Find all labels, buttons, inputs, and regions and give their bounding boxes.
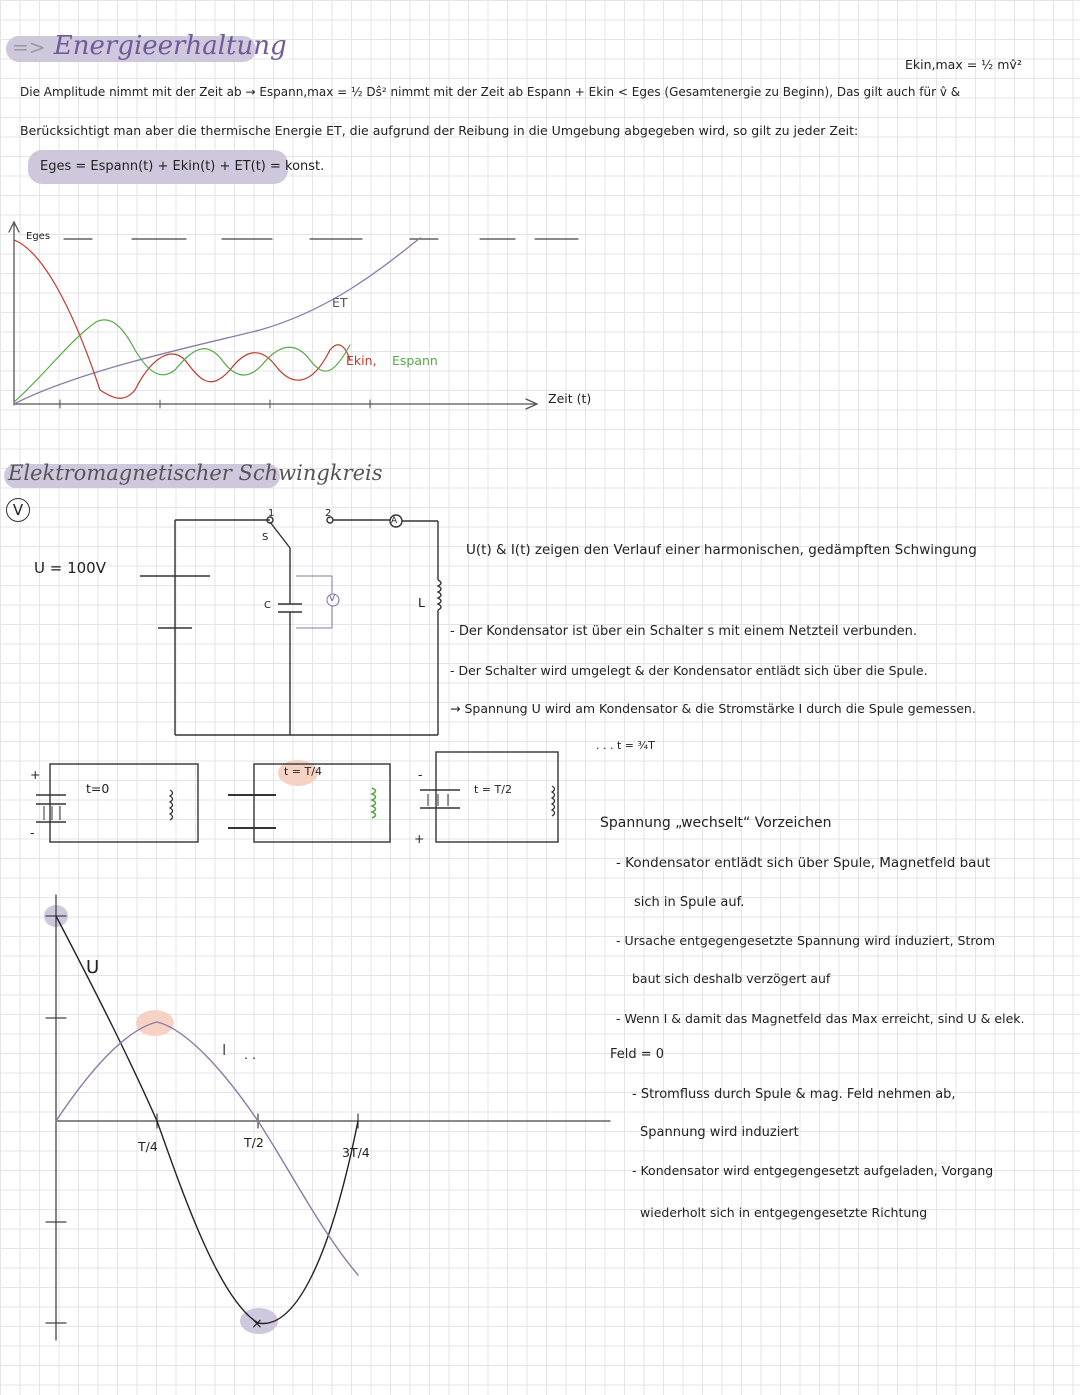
ekin-curve — [14, 240, 350, 398]
notes-item-4: baut sich deshalb verzögert auf — [632, 971, 831, 986]
circuit-title: Elektromagnetischer Schwingkreis — [8, 461, 383, 485]
switch-lever — [270, 522, 290, 548]
state-t2-label: t = T/2 — [474, 783, 512, 796]
oscillation-note: U(t) & I(t) zeigen den Verlauf einer harmonischen, gedämpften Schwingung — [466, 542, 977, 558]
energy-conservation-formula: Eges = Espann(t) + Ekin(t) + ET(t) = konst. — [40, 159, 325, 174]
notes-heading: Spannung „wechselt“ Vorzeichen — [600, 815, 832, 831]
minus-sign-1: - — [30, 825, 35, 840]
u-curve-label: U — [86, 957, 100, 978]
state-1-coil — [170, 790, 173, 820]
notes-item-9: - Kondensator wird entgegengesetzt aufgeladen, Vorgang — [632, 1163, 994, 1178]
ammeter — [390, 515, 402, 527]
et-label: ET — [332, 295, 348, 310]
voltmeter-label: V — [329, 594, 336, 604]
note-bullet-2: - Der Schalter wird umgelegt & der Kondensator entlädt sich über die Spule. — [450, 663, 928, 678]
ekin-label: Ekin, — [346, 353, 377, 368]
u-curve — [56, 916, 358, 1323]
switch-label-2: 2 — [325, 508, 332, 519]
state-t4-label: t = T/4 — [284, 765, 322, 778]
notes-item-3: - Ursache entgegengesetzte Spannung wird induziert, Strom — [616, 933, 996, 948]
energy-line-2: Berücksichtigt man aber die thermische Energie ET, die aufgrund der Reibung in die Umgebung abgegeben wird, so gilt zu jeder Zeit: — [20, 123, 859, 138]
switch-label-s: S — [262, 532, 269, 543]
tick-label-t4: T/4 — [138, 1139, 158, 1154]
tick-label-3t4: 3T/4 — [342, 1145, 370, 1160]
switch-contact-2 — [327, 517, 333, 523]
state-3-coil — [552, 786, 555, 816]
experiment-v-symbol: V — [6, 498, 30, 522]
notes-item-2: sich in Spule auf. — [634, 895, 745, 910]
plus-sign-1: + — [30, 767, 41, 782]
i-curve-label: I — [222, 1041, 227, 1059]
supply-voltage: U = 100V — [34, 559, 106, 577]
note-bullet-1: - Der Kondensator ist über ein Schalter s mit einem Netzteil verbunden. — [450, 624, 918, 639]
capacitor-label-c: C — [264, 600, 271, 611]
state-2-coil — [372, 788, 376, 818]
ekin-max-formula: Ekin,max = ½ mv̂² — [905, 57, 1022, 72]
espann-curve — [14, 320, 350, 402]
coil — [438, 580, 441, 610]
eges-label: Eges — [26, 231, 51, 242]
notes-item-1: - Kondensator entlädt sich über Spule, Magnetfeld baut — [616, 855, 991, 871]
energy-chart — [9, 222, 578, 409]
ammeter-label: A — [391, 516, 398, 526]
note-bullet-3: → Spannung U wird am Kondensator & die Stromstärke I durch die Spule gemessen. — [450, 701, 976, 716]
time-hint: . . . t = ¾T — [596, 739, 655, 752]
i-curve-dots: . . — [244, 1047, 256, 1062]
notes-item-7: - Stromfluss durch Spule & mag. Feld nehmen ab, — [632, 1087, 956, 1102]
notes-item-5: - Wenn I & damit das Magnetfeld das Max erreicht, sind U & elek. — [616, 1011, 1025, 1026]
state-2-loop — [254, 764, 390, 842]
trough-marker: × — [251, 1316, 263, 1332]
switch-label-1: 1 — [268, 508, 275, 519]
time-axis-label: Zeit (t) — [548, 391, 592, 406]
espann-label: Espann — [392, 353, 438, 368]
energy-line-1: Die Amplitude nimmt mit der Zeit ab → Espann,max = ½ Dŝ² nimmt mit der Zeit ab Espann + Ekin < Eges (Gesamtenergie zu Beginn), Das gilt auch für v̂ & — [20, 85, 961, 99]
state-t0-label: t=0 — [86, 781, 110, 796]
state-1-loop — [50, 764, 198, 842]
main-circuit — [140, 515, 441, 735]
tick-label-t2: T/2 — [244, 1135, 264, 1150]
notes-item-8: Spannung wird induziert — [640, 1125, 799, 1140]
et-curve — [14, 238, 420, 404]
i-curve — [56, 1022, 358, 1275]
title-arrow: => — [12, 35, 46, 59]
energy-title-text: Energieerhaltung — [53, 31, 287, 61]
minus-sign-3: - — [418, 767, 423, 782]
state-3-loop — [436, 752, 558, 842]
notes-item-10: wiederholt sich in entgegengesetzte Richtung — [640, 1205, 928, 1220]
state-circuits — [36, 752, 558, 842]
notes-item-6: Feld = 0 — [610, 1047, 665, 1062]
coil-label-l: L — [418, 595, 425, 610]
oscillation-chart — [46, 895, 610, 1340]
plus-sign-3: + — [414, 831, 425, 846]
